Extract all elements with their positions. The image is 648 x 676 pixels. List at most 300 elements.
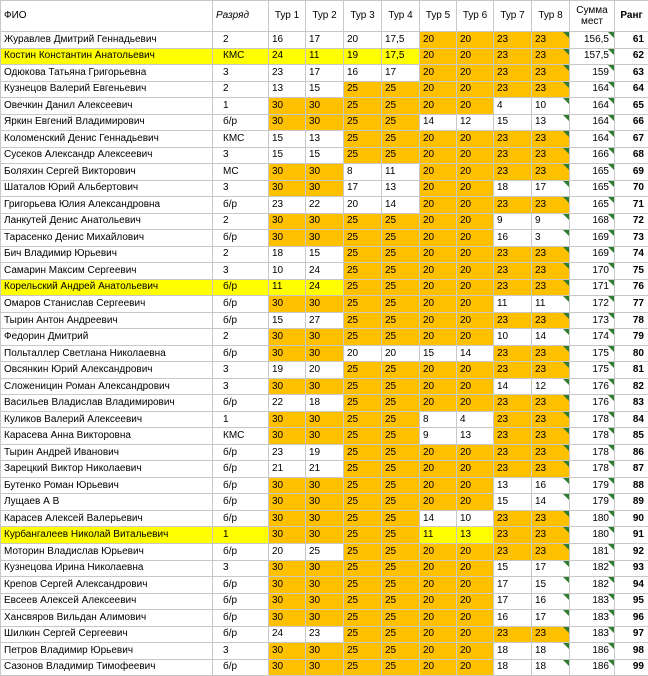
cell-tour-7[interactable]: 18 <box>494 180 532 197</box>
cell-tour-7[interactable]: 23 <box>494 65 532 82</box>
cell-tour-1[interactable]: 30 <box>269 527 306 544</box>
cell-tour-4[interactable]: 25 <box>382 312 420 329</box>
cell-tour-6[interactable]: 20 <box>457 543 494 560</box>
cell-tour-6[interactable]: 20 <box>457 81 494 98</box>
cell-tour-2[interactable]: 30 <box>306 560 344 577</box>
cell-tour-4[interactable]: 25 <box>382 428 420 445</box>
cell-tour-6[interactable]: 12 <box>457 114 494 131</box>
cell-sum[interactable]: 178 <box>570 444 615 461</box>
cell-tour-6[interactable]: 20 <box>457 279 494 296</box>
cell-tour-4[interactable]: 25 <box>382 510 420 527</box>
cell-category[interactable]: б/р <box>213 659 269 676</box>
cell-tour-5[interactable]: 20 <box>420 213 457 230</box>
header-tour-8[interactable]: Тур 8 <box>532 1 570 32</box>
header-tour-2[interactable]: Тур 2 <box>306 1 344 32</box>
cell-category[interactable]: б/р <box>213 494 269 511</box>
cell-tour-4[interactable]: 25 <box>382 444 420 461</box>
cell-category[interactable]: 3 <box>213 180 269 197</box>
cell-tour-4[interactable]: 25 <box>382 560 420 577</box>
header-rank[interactable]: Ранг <box>615 1 648 32</box>
cell-sum[interactable]: 164 <box>570 131 615 148</box>
cell-name[interactable]: Крепов Сергей Александрович <box>1 577 213 594</box>
cell-tour-3[interactable]: 25 <box>344 213 382 230</box>
cell-tour-2[interactable]: 30 <box>306 180 344 197</box>
cell-tour-2[interactable]: 15 <box>306 147 344 164</box>
cell-sum[interactable]: 186 <box>570 643 615 660</box>
cell-tour-5[interactable]: 20 <box>420 98 457 115</box>
cell-tour-7[interactable]: 23 <box>494 626 532 643</box>
cell-tour-3[interactable]: 20 <box>344 345 382 362</box>
cell-tour-4[interactable]: 25 <box>382 296 420 313</box>
cell-sum[interactable]: 166 <box>570 147 615 164</box>
cell-tour-5[interactable]: 20 <box>420 659 457 676</box>
cell-tour-8[interactable]: 23 <box>532 32 570 49</box>
cell-tour-6[interactable]: 20 <box>457 197 494 214</box>
cell-tour-8[interactable]: 23 <box>532 428 570 445</box>
cell-name[interactable]: Федорин Дмитрий <box>1 329 213 346</box>
cell-tour-7[interactable]: 23 <box>494 263 532 280</box>
cell-tour-5[interactable]: 20 <box>420 230 457 247</box>
cell-rank[interactable]: 71 <box>615 197 648 214</box>
cell-tour-2[interactable]: 30 <box>306 577 344 594</box>
cell-tour-4[interactable]: 25 <box>382 610 420 627</box>
cell-tour-8[interactable]: 23 <box>532 395 570 412</box>
cell-tour-3[interactable]: 25 <box>344 510 382 527</box>
cell-sum[interactable]: 165 <box>570 164 615 181</box>
cell-tour-4[interactable]: 17,5 <box>382 32 420 49</box>
cell-tour-5[interactable]: 9 <box>420 428 457 445</box>
cell-tour-1[interactable]: 21 <box>269 461 306 478</box>
cell-tour-8[interactable]: 23 <box>532 65 570 82</box>
cell-tour-3[interactable]: 25 <box>344 362 382 379</box>
cell-tour-8[interactable]: 23 <box>532 48 570 65</box>
cell-tour-2[interactable]: 30 <box>306 510 344 527</box>
cell-tour-8[interactable]: 23 <box>532 246 570 263</box>
cell-rank[interactable]: 62 <box>615 48 648 65</box>
cell-tour-3[interactable]: 25 <box>344 263 382 280</box>
cell-tour-6[interactable]: 20 <box>457 180 494 197</box>
cell-tour-5[interactable]: 20 <box>420 626 457 643</box>
cell-tour-2[interactable]: 30 <box>306 230 344 247</box>
cell-sum[interactable]: 180 <box>570 510 615 527</box>
cell-tour-3[interactable]: 25 <box>344 312 382 329</box>
cell-tour-1[interactable]: 30 <box>269 345 306 362</box>
cell-sum[interactable]: 169 <box>570 246 615 263</box>
cell-tour-6[interactable]: 20 <box>457 48 494 65</box>
cell-tour-4[interactable]: 25 <box>382 246 420 263</box>
cell-rank[interactable]: 65 <box>615 98 648 115</box>
cell-name[interactable]: Сазонов Владимир Тимофеевич <box>1 659 213 676</box>
cell-tour-7[interactable]: 15 <box>494 114 532 131</box>
cell-tour-2[interactable]: 17 <box>306 32 344 49</box>
cell-tour-7[interactable]: 23 <box>494 32 532 49</box>
header-sum[interactable]: Сумма мест <box>570 1 615 32</box>
cell-category[interactable]: б/р <box>213 395 269 412</box>
cell-tour-8[interactable]: 15 <box>532 577 570 594</box>
cell-tour-1[interactable]: 15 <box>269 147 306 164</box>
cell-name[interactable]: Журавлев Дмитрий Геннадьевич <box>1 32 213 49</box>
cell-tour-5[interactable]: 20 <box>420 477 457 494</box>
cell-tour-7[interactable]: 23 <box>494 428 532 445</box>
cell-tour-1[interactable]: 30 <box>269 659 306 676</box>
cell-tour-5[interactable]: 20 <box>420 329 457 346</box>
cell-tour-3[interactable]: 25 <box>344 428 382 445</box>
cell-tour-5[interactable]: 20 <box>420 147 457 164</box>
cell-tour-6[interactable]: 20 <box>457 626 494 643</box>
cell-category[interactable]: 3 <box>213 263 269 280</box>
cell-sum[interactable]: 171 <box>570 279 615 296</box>
cell-tour-5[interactable]: 20 <box>420 560 457 577</box>
cell-rank[interactable]: 67 <box>615 131 648 148</box>
cell-category[interactable]: б/р <box>213 461 269 478</box>
cell-tour-3[interactable]: 17 <box>344 180 382 197</box>
cell-sum[interactable]: 176 <box>570 395 615 412</box>
header-name[interactable]: ФИО <box>1 1 213 32</box>
cell-tour-4[interactable]: 25 <box>382 114 420 131</box>
cell-tour-5[interactable]: 20 <box>420 180 457 197</box>
cell-sum[interactable]: 156,5 <box>570 32 615 49</box>
cell-sum[interactable]: 181 <box>570 543 615 560</box>
cell-tour-1[interactable]: 24 <box>269 626 306 643</box>
cell-tour-6[interactable]: 20 <box>457 444 494 461</box>
cell-tour-8[interactable]: 17 <box>532 180 570 197</box>
cell-tour-5[interactable]: 20 <box>420 494 457 511</box>
cell-tour-6[interactable]: 4 <box>457 411 494 428</box>
cell-sum[interactable]: 179 <box>570 477 615 494</box>
cell-tour-1[interactable]: 30 <box>269 213 306 230</box>
cell-tour-3[interactable]: 25 <box>344 246 382 263</box>
cell-name[interactable]: Хансвяров Вильдан Алимович <box>1 610 213 627</box>
cell-tour-2[interactable]: 30 <box>306 428 344 445</box>
cell-tour-8[interactable]: 23 <box>532 345 570 362</box>
cell-category[interactable]: 3 <box>213 560 269 577</box>
cell-tour-3[interactable]: 25 <box>344 395 382 412</box>
cell-name[interactable]: Евсеев Алексей Алексеевич <box>1 593 213 610</box>
cell-tour-7[interactable]: 23 <box>494 312 532 329</box>
cell-tour-8[interactable]: 17 <box>532 560 570 577</box>
cell-rank[interactable]: 75 <box>615 263 648 280</box>
cell-category[interactable]: б/р <box>213 626 269 643</box>
cell-tour-6[interactable]: 20 <box>457 213 494 230</box>
cell-tour-8[interactable]: 11 <box>532 296 570 313</box>
cell-category[interactable]: 2 <box>213 213 269 230</box>
cell-rank[interactable]: 95 <box>615 593 648 610</box>
cell-tour-6[interactable]: 20 <box>457 477 494 494</box>
cell-tour-2[interactable]: 24 <box>306 279 344 296</box>
cell-tour-3[interactable]: 20 <box>344 197 382 214</box>
cell-tour-1[interactable]: 30 <box>269 230 306 247</box>
cell-category[interactable]: 1 <box>213 527 269 544</box>
cell-tour-4[interactable]: 25 <box>382 213 420 230</box>
cell-rank[interactable]: 79 <box>615 329 648 346</box>
cell-name[interactable]: Шаталов Юрий Альбертович <box>1 180 213 197</box>
cell-rank[interactable]: 69 <box>615 164 648 181</box>
cell-rank[interactable]: 97 <box>615 626 648 643</box>
cell-tour-1[interactable]: 23 <box>269 197 306 214</box>
cell-rank[interactable]: 85 <box>615 428 648 445</box>
cell-tour-1[interactable]: 30 <box>269 180 306 197</box>
cell-tour-5[interactable]: 20 <box>420 164 457 181</box>
cell-tour-7[interactable]: 15 <box>494 560 532 577</box>
cell-tour-6[interactable]: 20 <box>457 98 494 115</box>
cell-rank[interactable]: 74 <box>615 246 648 263</box>
cell-name[interactable]: Коломенский Денис Геннадьевич <box>1 131 213 148</box>
cell-category[interactable]: КМС <box>213 131 269 148</box>
cell-tour-4[interactable]: 11 <box>382 164 420 181</box>
cell-tour-6[interactable]: 20 <box>457 263 494 280</box>
cell-name[interactable]: Тарасенко Денис Михайлович <box>1 230 213 247</box>
cell-tour-4[interactable]: 13 <box>382 180 420 197</box>
cell-sum[interactable]: 183 <box>570 593 615 610</box>
header-tour-7[interactable]: Тур 7 <box>494 1 532 32</box>
cell-tour-2[interactable]: 30 <box>306 345 344 362</box>
cell-tour-5[interactable]: 20 <box>420 48 457 65</box>
cell-sum[interactable]: 186 <box>570 659 615 676</box>
cell-rank[interactable]: 84 <box>615 411 648 428</box>
cell-tour-6[interactable]: 20 <box>457 246 494 263</box>
cell-rank[interactable]: 78 <box>615 312 648 329</box>
cell-tour-2[interactable]: 30 <box>306 296 344 313</box>
cell-tour-8[interactable]: 18 <box>532 659 570 676</box>
cell-tour-4[interactable]: 25 <box>382 643 420 660</box>
cell-sum[interactable]: 178 <box>570 461 615 478</box>
cell-tour-5[interactable]: 20 <box>420 65 457 82</box>
cell-tour-1[interactable]: 30 <box>269 510 306 527</box>
cell-tour-2[interactable]: 30 <box>306 659 344 676</box>
cell-tour-1[interactable]: 24 <box>269 48 306 65</box>
cell-tour-2[interactable]: 15 <box>306 81 344 98</box>
cell-tour-5[interactable]: 11 <box>420 527 457 544</box>
cell-category[interactable]: 3 <box>213 643 269 660</box>
cell-tour-4[interactable]: 17,5 <box>382 48 420 65</box>
cell-tour-8[interactable]: 10 <box>532 98 570 115</box>
cell-name[interactable]: Бутенко Роман Юрьевич <box>1 477 213 494</box>
cell-tour-6[interactable]: 20 <box>457 560 494 577</box>
cell-tour-6[interactable]: 20 <box>457 296 494 313</box>
cell-name[interactable]: Васильев Владислав Владимирович <box>1 395 213 412</box>
cell-tour-4[interactable]: 25 <box>382 81 420 98</box>
cell-tour-7[interactable]: 23 <box>494 345 532 362</box>
cell-name[interactable]: Костин Константин Анатольевич <box>1 48 213 65</box>
cell-name[interactable]: Польталлер Светлана Николаевна <box>1 345 213 362</box>
cell-tour-2[interactable]: 18 <box>306 395 344 412</box>
cell-tour-4[interactable]: 25 <box>382 477 420 494</box>
cell-category[interactable]: КМС <box>213 48 269 65</box>
cell-tour-8[interactable]: 23 <box>532 263 570 280</box>
cell-tour-1[interactable]: 30 <box>269 610 306 627</box>
header-tour-1[interactable]: Тур 1 <box>269 1 306 32</box>
cell-rank[interactable]: 88 <box>615 477 648 494</box>
cell-tour-4[interactable]: 25 <box>382 329 420 346</box>
cell-tour-6[interactable]: 20 <box>457 131 494 148</box>
cell-tour-6[interactable]: 20 <box>457 659 494 676</box>
cell-name[interactable]: Яркин Евгений Владимирович <box>1 114 213 131</box>
cell-tour-4[interactable]: 25 <box>382 395 420 412</box>
cell-tour-7[interactable]: 18 <box>494 659 532 676</box>
cell-tour-7[interactable]: 23 <box>494 362 532 379</box>
cell-tour-4[interactable]: 20 <box>382 345 420 362</box>
cell-rank[interactable]: 66 <box>615 114 648 131</box>
cell-tour-2[interactable]: 30 <box>306 593 344 610</box>
cell-tour-4[interactable]: 25 <box>382 263 420 280</box>
cell-tour-6[interactable]: 20 <box>457 329 494 346</box>
cell-rank[interactable]: 83 <box>615 395 648 412</box>
cell-tour-5[interactable]: 20 <box>420 263 457 280</box>
cell-category[interactable]: б/р <box>213 114 269 131</box>
cell-tour-3[interactable]: 25 <box>344 98 382 115</box>
cell-tour-5[interactable]: 20 <box>420 593 457 610</box>
cell-tour-4[interactable]: 25 <box>382 279 420 296</box>
cell-tour-3[interactable]: 25 <box>344 577 382 594</box>
cell-tour-1[interactable]: 13 <box>269 81 306 98</box>
cell-tour-1[interactable]: 22 <box>269 395 306 412</box>
cell-tour-3[interactable]: 25 <box>344 494 382 511</box>
cell-tour-3[interactable]: 25 <box>344 114 382 131</box>
cell-tour-1[interactable]: 16 <box>269 32 306 49</box>
cell-tour-1[interactable]: 30 <box>269 98 306 115</box>
cell-name[interactable]: Боляхин Сергей Викторович <box>1 164 213 181</box>
cell-tour-8[interactable]: 23 <box>532 444 570 461</box>
cell-tour-7[interactable]: 23 <box>494 411 532 428</box>
cell-category[interactable]: б/р <box>213 197 269 214</box>
cell-sum[interactable]: 182 <box>570 577 615 594</box>
cell-rank[interactable]: 80 <box>615 345 648 362</box>
cell-tour-8[interactable]: 12 <box>532 378 570 395</box>
cell-rank[interactable]: 76 <box>615 279 648 296</box>
cell-tour-2[interactable]: 30 <box>306 114 344 131</box>
cell-tour-7[interactable]: 10 <box>494 329 532 346</box>
cell-tour-7[interactable]: 23 <box>494 246 532 263</box>
cell-tour-7[interactable]: 4 <box>494 98 532 115</box>
cell-category[interactable]: 1 <box>213 411 269 428</box>
cell-tour-1[interactable]: 30 <box>269 560 306 577</box>
cell-tour-5[interactable]: 20 <box>420 577 457 594</box>
cell-tour-8[interactable]: 13 <box>532 114 570 131</box>
cell-tour-8[interactable]: 23 <box>532 147 570 164</box>
cell-tour-2[interactable]: 30 <box>306 643 344 660</box>
cell-tour-7[interactable]: 16 <box>494 230 532 247</box>
cell-tour-7[interactable]: 14 <box>494 378 532 395</box>
cell-tour-5[interactable]: 20 <box>420 378 457 395</box>
cell-tour-4[interactable]: 25 <box>382 577 420 594</box>
cell-tour-1[interactable]: 15 <box>269 312 306 329</box>
cell-tour-8[interactable]: 23 <box>532 461 570 478</box>
cell-category[interactable]: 2 <box>213 246 269 263</box>
cell-category[interactable]: б/р <box>213 510 269 527</box>
cell-tour-5[interactable]: 20 <box>420 395 457 412</box>
cell-rank[interactable]: 77 <box>615 296 648 313</box>
cell-category[interactable]: КМС <box>213 428 269 445</box>
cell-tour-7[interactable]: 23 <box>494 395 532 412</box>
cell-rank[interactable]: 90 <box>615 510 648 527</box>
header-tour-5[interactable]: Тур 5 <box>420 1 457 32</box>
cell-tour-3[interactable]: 25 <box>344 411 382 428</box>
cell-tour-3[interactable]: 25 <box>344 527 382 544</box>
cell-tour-3[interactable]: 25 <box>344 543 382 560</box>
cell-tour-6[interactable]: 20 <box>457 147 494 164</box>
cell-tour-8[interactable]: 23 <box>532 543 570 560</box>
cell-tour-7[interactable]: 23 <box>494 510 532 527</box>
cell-tour-1[interactable]: 11 <box>269 279 306 296</box>
cell-tour-6[interactable]: 20 <box>457 461 494 478</box>
cell-tour-4[interactable]: 25 <box>382 230 420 247</box>
cell-tour-3[interactable]: 20 <box>344 32 382 49</box>
header-category[interactable]: Разряд <box>213 1 269 32</box>
cell-name[interactable]: Омаров Станислав Сергеевич <box>1 296 213 313</box>
cell-name[interactable]: Самарин Максим Сергеевич <box>1 263 213 280</box>
cell-rank[interactable]: 87 <box>615 461 648 478</box>
cell-name[interactable]: Сусеков Александр Алексеевич <box>1 147 213 164</box>
cell-tour-5[interactable]: 20 <box>420 32 457 49</box>
cell-name[interactable]: Зарецкий Виктор Николаевич <box>1 461 213 478</box>
cell-sum[interactable]: 164 <box>570 81 615 98</box>
cell-tour-1[interactable]: 30 <box>269 593 306 610</box>
cell-tour-2[interactable]: 24 <box>306 263 344 280</box>
cell-rank[interactable]: 99 <box>615 659 648 676</box>
cell-tour-8[interactable]: 16 <box>532 477 570 494</box>
cell-tour-3[interactable]: 16 <box>344 65 382 82</box>
cell-rank[interactable]: 82 <box>615 378 648 395</box>
cell-tour-5[interactable]: 20 <box>420 296 457 313</box>
cell-tour-1[interactable]: 23 <box>269 444 306 461</box>
cell-rank[interactable]: 93 <box>615 560 648 577</box>
cell-sum[interactable]: 175 <box>570 362 615 379</box>
cell-name[interactable]: Петров Владимир Юрьевич <box>1 643 213 660</box>
cell-tour-8[interactable]: 23 <box>532 527 570 544</box>
cell-tour-2[interactable]: 30 <box>306 213 344 230</box>
cell-rank[interactable]: 72 <box>615 213 648 230</box>
cell-tour-6[interactable]: 13 <box>457 428 494 445</box>
cell-tour-5[interactable]: 20 <box>420 461 457 478</box>
cell-tour-4[interactable]: 25 <box>382 378 420 395</box>
cell-tour-5[interactable]: 20 <box>420 246 457 263</box>
cell-category[interactable]: б/р <box>213 345 269 362</box>
cell-tour-1[interactable]: 18 <box>269 246 306 263</box>
cell-rank[interactable]: 86 <box>615 444 648 461</box>
cell-tour-7[interactable]: 17 <box>494 577 532 594</box>
cell-tour-2[interactable]: 30 <box>306 610 344 627</box>
cell-tour-7[interactable]: 23 <box>494 131 532 148</box>
cell-tour-1[interactable]: 30 <box>269 428 306 445</box>
cell-sum[interactable]: 175 <box>570 345 615 362</box>
cell-sum[interactable]: 176 <box>570 378 615 395</box>
cell-category[interactable]: 2 <box>213 32 269 49</box>
cell-tour-6[interactable]: 20 <box>457 65 494 82</box>
cell-tour-4[interactable]: 25 <box>382 494 420 511</box>
cell-category[interactable]: б/р <box>213 230 269 247</box>
cell-tour-2[interactable]: 22 <box>306 197 344 214</box>
cell-rank[interactable]: 96 <box>615 610 648 627</box>
cell-tour-5[interactable]: 20 <box>420 444 457 461</box>
cell-tour-4[interactable]: 25 <box>382 98 420 115</box>
cell-tour-7[interactable]: 23 <box>494 164 532 181</box>
cell-tour-2[interactable]: 27 <box>306 312 344 329</box>
cell-category[interactable]: б/р <box>213 296 269 313</box>
cell-sum[interactable]: 183 <box>570 610 615 627</box>
cell-sum[interactable]: 178 <box>570 411 615 428</box>
cell-category[interactable]: 3 <box>213 65 269 82</box>
cell-tour-3[interactable]: 25 <box>344 626 382 643</box>
cell-tour-2[interactable]: 30 <box>306 477 344 494</box>
cell-tour-3[interactable]: 25 <box>344 378 382 395</box>
cell-tour-6[interactable]: 20 <box>457 593 494 610</box>
cell-tour-2[interactable]: 30 <box>306 164 344 181</box>
cell-tour-6[interactable]: 20 <box>457 312 494 329</box>
cell-tour-1[interactable]: 30 <box>269 643 306 660</box>
cell-name[interactable]: Шилкин Сергей Сергеевич <box>1 626 213 643</box>
header-tour-6[interactable]: Тур 6 <box>457 1 494 32</box>
cell-tour-2[interactable]: 21 <box>306 461 344 478</box>
